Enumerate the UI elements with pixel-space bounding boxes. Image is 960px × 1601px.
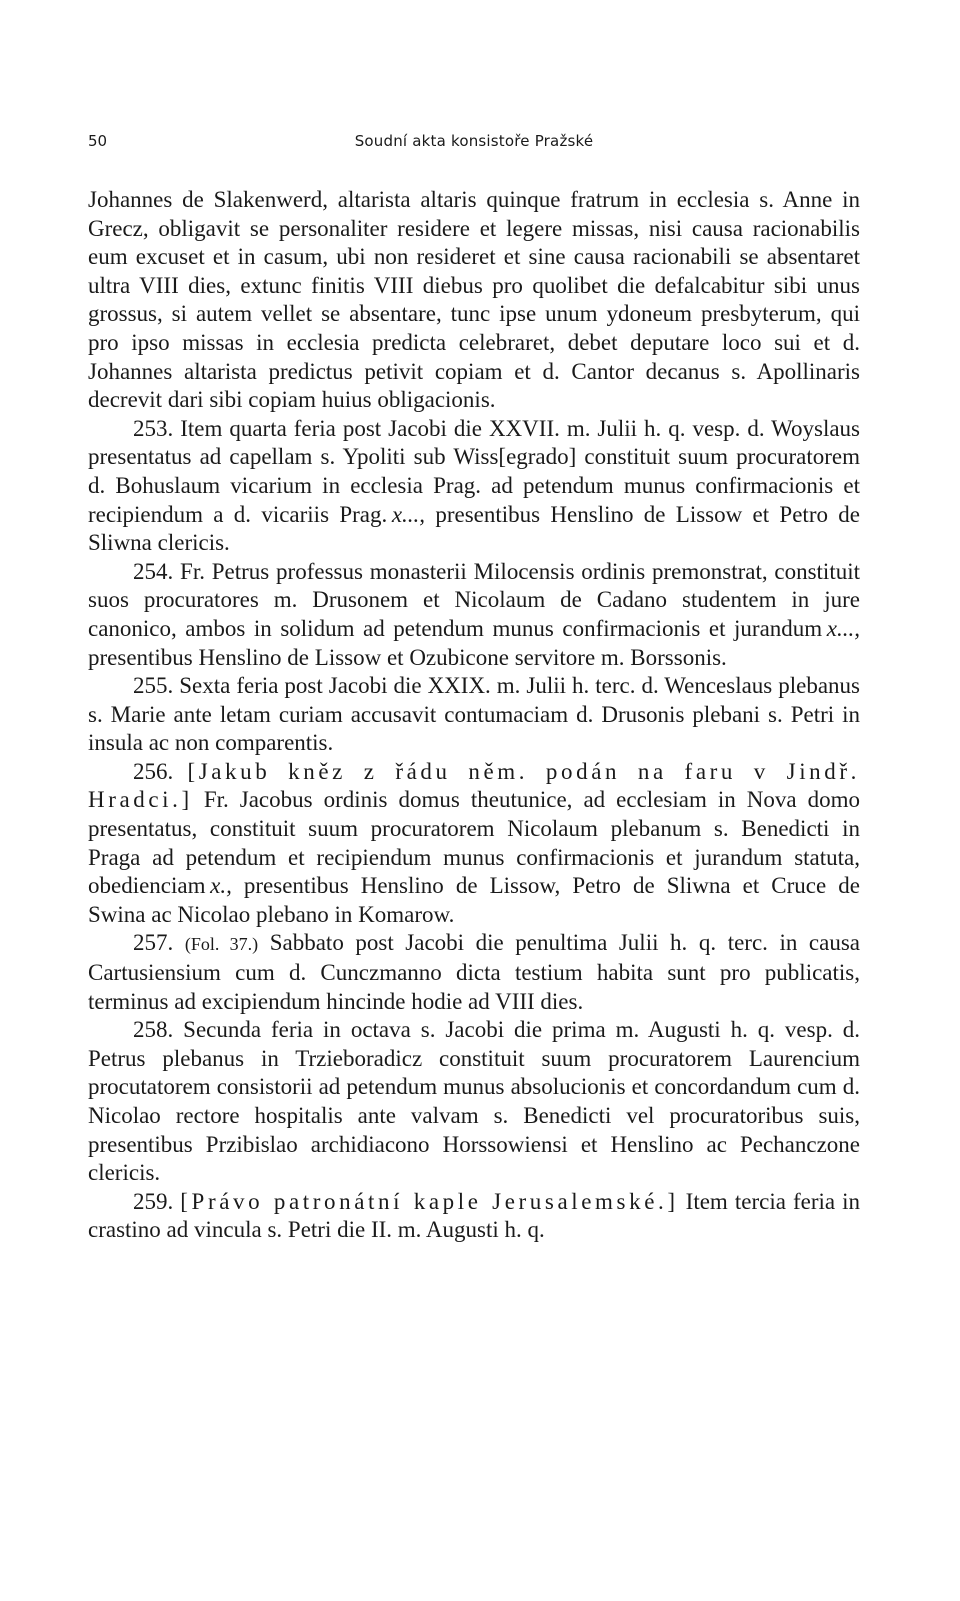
entry-253-text: 253. Item quarta feria post Jacobi die XXVII. m. Julii h. q. vesp. d. Woyslaus presentatus ad capellam s. Ypoliti sub Wiss[egrado] constituit suum procuratorem d. Bohuslaum vicarium in ecclesia Prag. ad petendum munus confirmacionis et recipiendum a d. vicariis Prag. — [88, 415, 860, 527]
etc-abbrev: x..., — [822, 615, 860, 641]
running-title: Soudní akta konsistoře Pražské — [354, 132, 594, 150]
entry-255: 255. Sexta feria post Jacobi die XXIX. m. Julii h. terc. d. Wenceslaus plebanus s. Marie ante letam curiam accusavit contumaciam d. Drusonis plebani s. Petri in insula ac non comparentis. — [88, 673, 860, 756]
body-text — [88, 186, 860, 1245]
folio-reference: (Fol. 37.) — [184, 934, 259, 955]
entry-256-czech-note: [Jakub kněz z řádu něm. podán na faru v Jindř. Hradci.] — [88, 758, 860, 813]
entry-256 — [88, 758, 860, 930]
entry-257-number: 257. — [133, 930, 174, 956]
entry-257 — [88, 929, 860, 1016]
entry-259-text: Item tercia feria in crastino ad vincula s. Petri die II. m. Augusti h. q. — [88, 1188, 861, 1243]
etc-abbrev: x., — [205, 873, 232, 899]
entry-256-text: Fr. Jacobus ordinis domus theutunice, ad ecclesiam in Nova domo presentatus, constituit suum procuratorem Nicolaum plebanum s. Benedicti in Praga ad petendum et recipiendum munus confirmacionis et jurandum statuta, obedienciam — [88, 787, 860, 899]
page-number: 50 — [88, 132, 108, 150]
entry-254 — [88, 558, 860, 672]
entry-259-czech-note: [Právo patronátní kaple Jerusalemské.] — [180, 1188, 679, 1214]
paragraph-intro: Johannes de Slakenwerd, altarista altaris quinque fratrum in ecclesia s. Anne in Grecz, obligavit se personaliter residere et legere missas, nisi causa racionabilis eum excuset et in casum, ubi non resideret et sine causa racionabili se absentaret ultra VIII dies, extunc finitis VIII diebus pro quolibet die defalcabitur sibi unus grossus, si autem vellet se absentare, tunc ipse unum ydoneum presbyterum, qui pro ipso missas in ecclesia predicta celebraret, debet deputare loco sui et d. Johannes altarista predictus petivit copiam et d. Cantor decanus s. Apollinaris decrevit dari sibi copiam huius obligacionis. — [88, 187, 860, 413]
entry-259 — [88, 1188, 860, 1245]
entry-256-number: 256. — [133, 758, 174, 784]
entry-253-witnesses: presentibus Henslino de Lissow et Petro de Sliwna clericis. — [88, 501, 860, 556]
entry-257-text: Sabbato post Jacobi die penultima Julii h. q. terc. in causa Cartusiensium cum d. Cunczmanno dicta testium habita sunt pro publicatis, terminus ad excipiendum hincinde hodie ad VIII dies. — [88, 930, 861, 1014]
entry-256-witnesses: presentibus Henslino de Lissow, Petro de Sliwna et Cruce de Swina ac Nicolao plebano in Komarow. — [88, 873, 860, 927]
entry-259-number: 259. — [133, 1188, 174, 1214]
page-header — [88, 132, 860, 156]
etc-abbrev: x..., — [387, 501, 426, 527]
entry-258: 258. Secunda feria in octava s. Jacobi die prima m. Augusti h. q. vesp. d. Petrus plebanus in Trzieboradicz constituit suum procuratorem Laurencium procutatorem consistorii ad petendum munus absolucionis et concordandum cum d. Nicolao rectore hospitalis ante valvam s. Benedicti vel procuratoribus suis, presentibus Przibislao archidiacono Horssowiensi et Henslino ac Pechanczone clericis. — [88, 1017, 860, 1186]
entry-254-text: 254. Fr. Petrus professus monasterii Milocensis ordinis premonstrat, constituit suos procuratores m. Drusonem et Nicolaum de Cadano studentem in jure canonico, ambos in solidum ad petendum munus confirmacionis et jurandum — [88, 558, 860, 641]
entry-253 — [88, 415, 860, 558]
entry-254-witnesses: presentibus Henslino de Lissow et Ozubicone servitore m. Borssonis. — [88, 644, 727, 670]
